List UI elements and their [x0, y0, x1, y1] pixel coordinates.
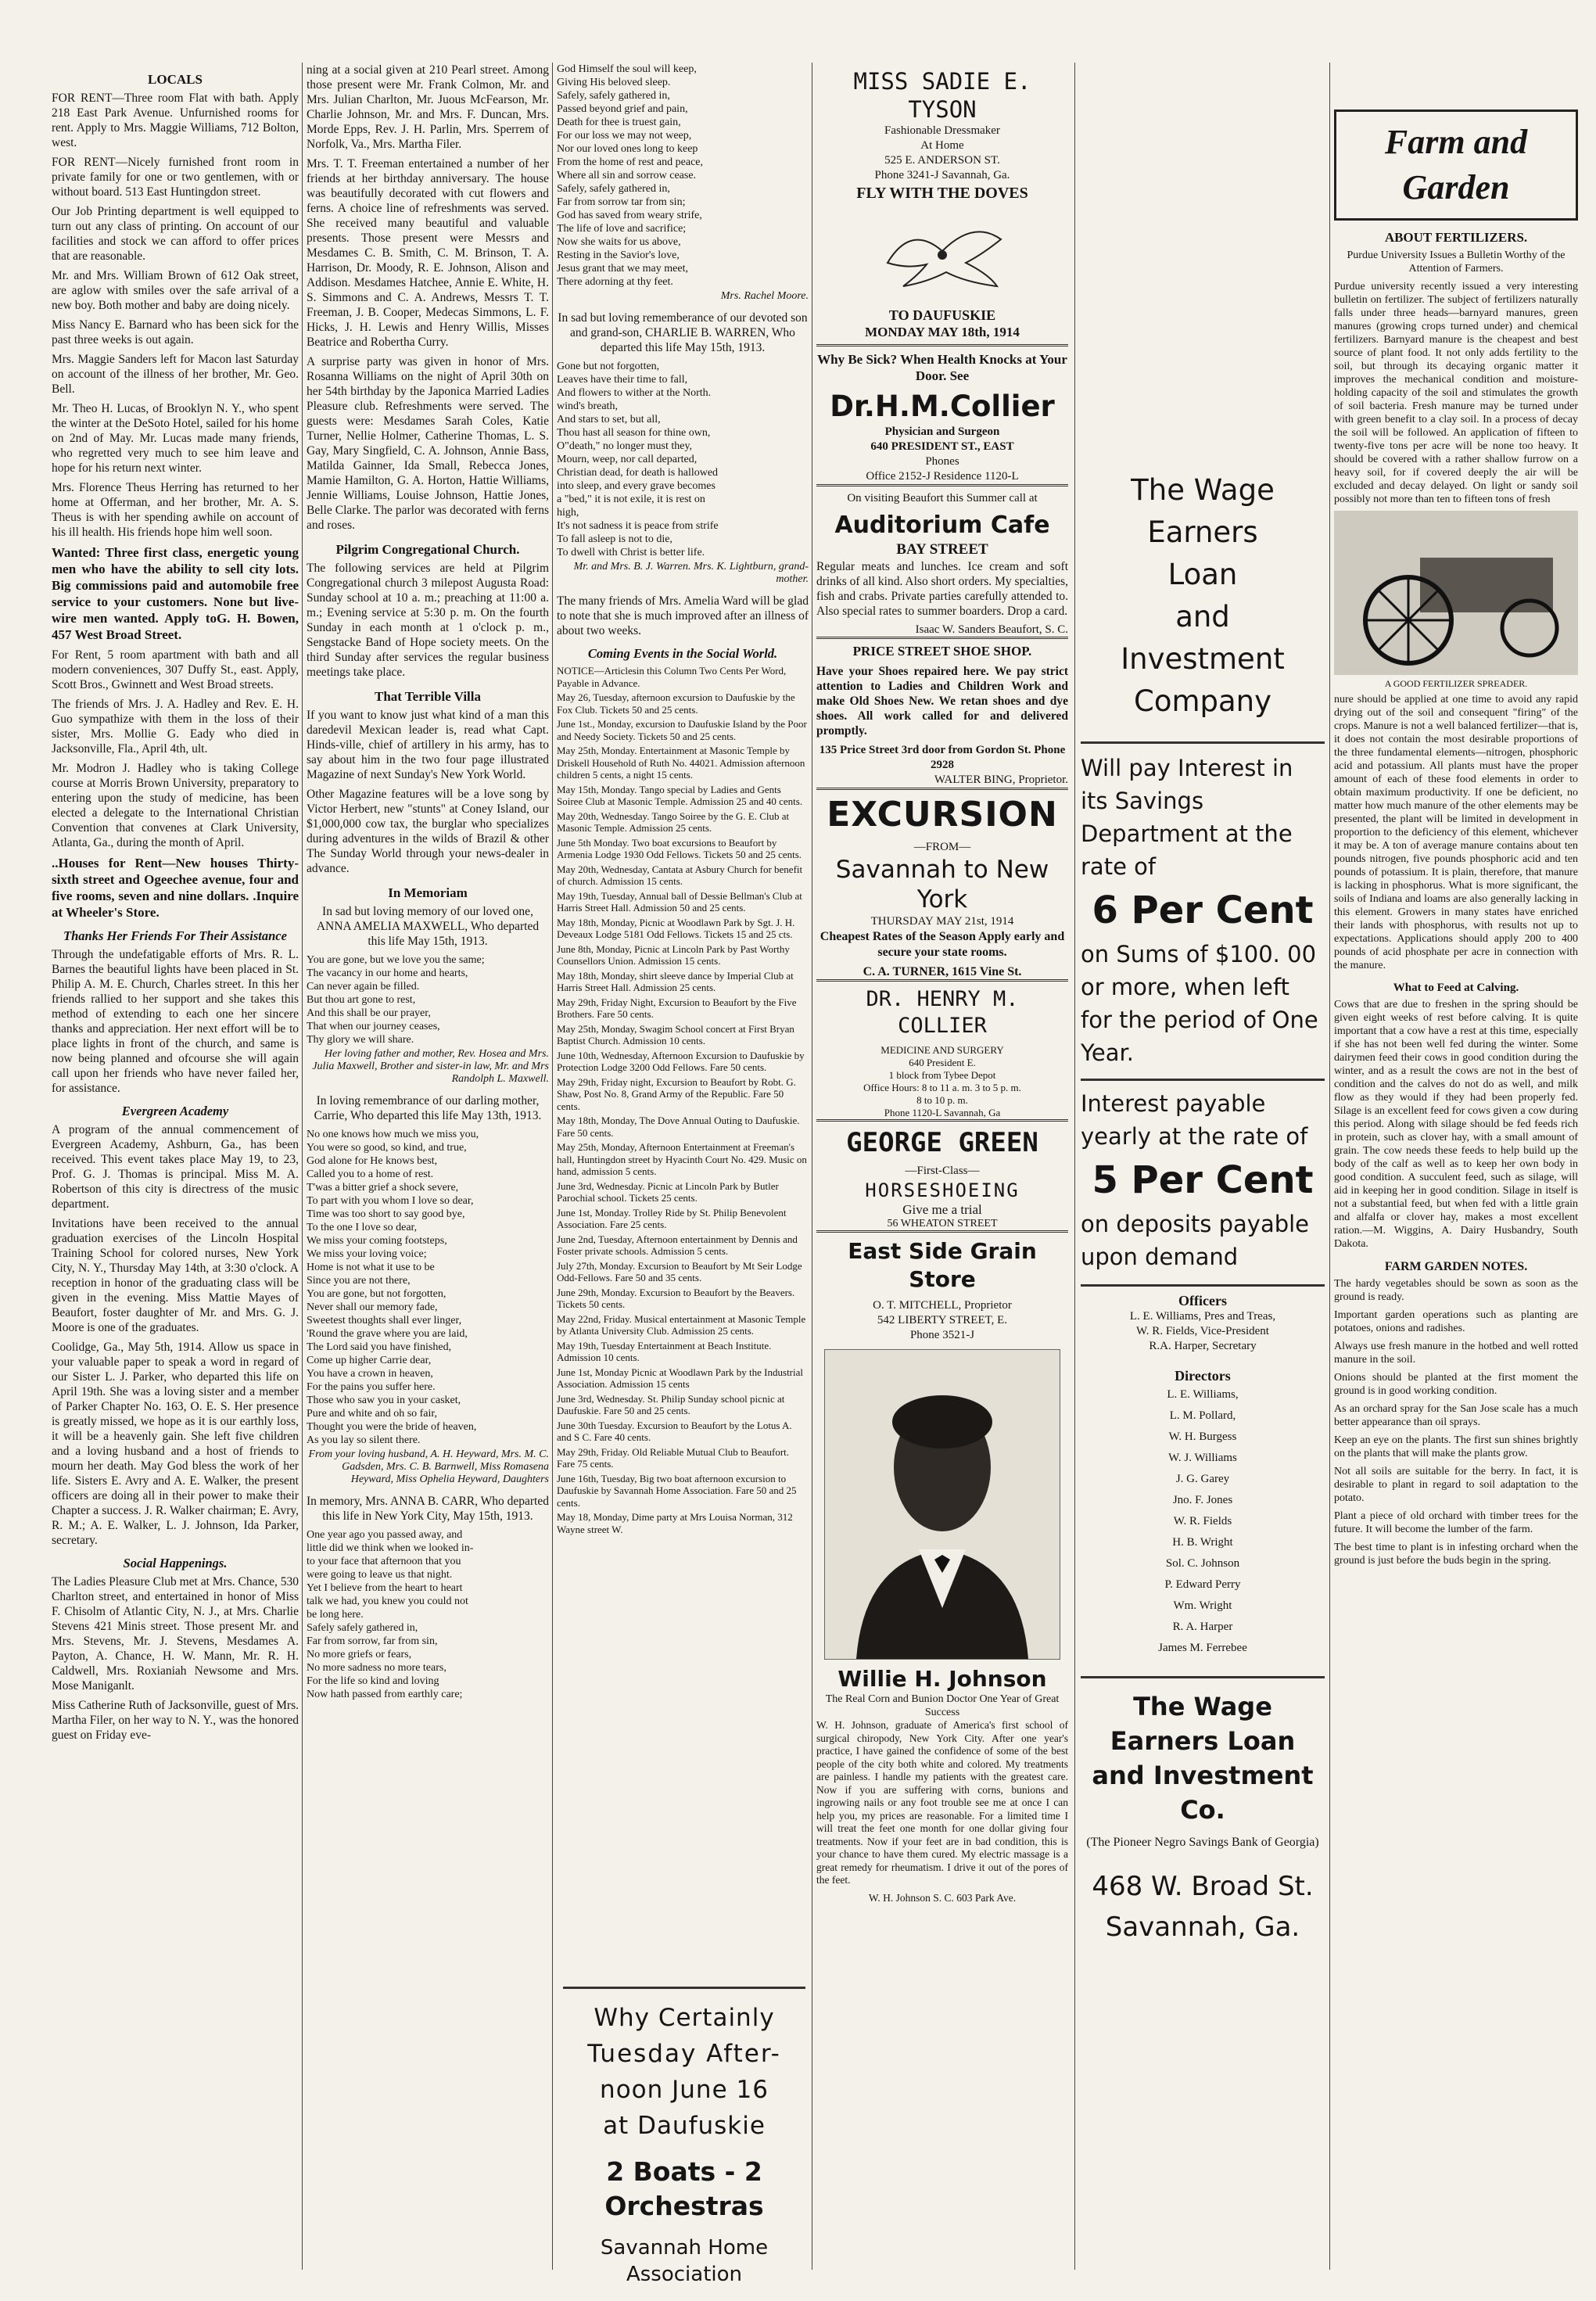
poem-line: Thy glory we will share. — [307, 1034, 414, 1046]
portrait-photo — [824, 1349, 1060, 1660]
event-item: May 19th, Tuesday, Annual ball of Dessie Bellman's Club at Harris Street Hall. Admission 50 and 25 cents. — [557, 889, 802, 914]
column-rule — [1074, 63, 1075, 2270]
excursion-from: —FROM— — [913, 841, 971, 853]
calving-text: Cows that are due to freshen in the spring should be given eight weeks of rest before calving. It is quite important that a cow have a rest at this time, especially if she has not been well fed during the winter. Some dairymen feed their cows in good condition during the winter, and as a result the cows are not in the best of condition and the calves do not do as well, and milk flow as they would if they had been properly fed. Silage is an excellent feed for cows given a cow during this period. Along with silage should be fed feeds rich in protein, such as clover hay, with a small amount of grain. The cow needs these feeds to help build up the body of the calf as well as to keep her own body in good condition. A succulent feed, such as silage, will aid in keeping her in good condition. Silage in itself is not a substantial feed, but when fed with a little grain and alfalfa or clover hay, makes a most excellent ration.—M. Wiggins, A. Dairy Husbandry, South Dakota. — [1334, 999, 1578, 1250]
poem-line: No more sadness no more tears, — [307, 1662, 447, 1674]
catherine-text: Miss Catherine Ruth of Jacksonville, guest of Mrs. Martha Filer, on her way to N. Y., was the honored guest on Friday eve- — [52, 1699, 299, 1742]
poem-line: Nor our loved ones long to keep — [557, 143, 698, 155]
collier-line: Office 2152-J Residence 1120-L — [866, 470, 1019, 483]
willie-subtitle: The Real Corn and Bunion Doctor One Year of Great Success — [825, 1693, 1060, 1718]
poem-line: Sweetest thoughts shall ever linger, — [307, 1315, 462, 1326]
local-item: Mrs. Maggie Sanders left for Macon last Saturday on account of the illness of her brother, Mr. Geo. Bell. — [52, 353, 299, 396]
poem-line: To the one I love so dear, — [307, 1222, 418, 1233]
director: Jno. F. Jones — [1172, 1494, 1233, 1506]
bay-street: BAY STREET — [896, 541, 988, 558]
event-item: July 27th, Monday. Excursion to Beaufort by Mt Seir Lodge Odd-Fellows. Fare 50 and 35 cents. — [557, 1259, 802, 1283]
health-slogan: Why Be Sick? When Health Knocks at Your Door. See — [816, 344, 1068, 389]
george-green-name: GEORGE GREEN — [816, 1119, 1068, 1164]
event-item: May 20th, Wednesday, Cantata at Asbury Church for benefit of church. Admission 15 cents. — [557, 863, 803, 887]
farm-note: Plant a piece of old orchard with timber trees for the future. It will become the lumber of the farm. — [1334, 1510, 1578, 1535]
memoriam-poem — [307, 953, 549, 1046]
director: J. G. Garey — [1175, 1473, 1230, 1485]
event-item: May 18th, Monday, shirt sleeve dance by Imperial Club at Harris Street Hall. Admission 25 cents. — [557, 969, 794, 993]
poem-line: Home is not what it use to be — [307, 1262, 435, 1273]
wheaton-address: 56 WHEATON STREET — [887, 1218, 998, 1229]
event-item: May 18th, Monday, The Dove Annual Outing to Daufuskie. Fare 50 cents. — [557, 1115, 800, 1139]
event-item: June 8th, Monday, Picnic at Lincoln Park by Past Worthy Counsellors Union. Admission 15 cents. — [557, 942, 790, 967]
illustration-caption: A GOOD FERTILIZER SPREADER. — [1384, 678, 1528, 689]
poem-line: As you lay so silent there. — [307, 1434, 421, 1446]
association-name: Savannah Home Association — [600, 2236, 769, 2286]
thanks-heading: Thanks Her Friends For Their Assistance — [63, 928, 287, 943]
local-item: FOR RENT—Nicely furnished front room in private family for one or two gentlemen, with or without board. 513 East Huntingdon street. — [52, 156, 299, 199]
five-per-cent: 5 Per Cent — [1092, 1158, 1314, 1202]
poem-line: No more griefs or fears, — [307, 1649, 412, 1660]
trial-text: Give me a trial — [902, 1202, 982, 1217]
poem-line: 'Round the grave where you are laid, — [307, 1328, 468, 1340]
poem-line: Christian dead, for death is hallowed — [557, 467, 719, 479]
poem-line: We miss your coming footsteps, — [307, 1235, 447, 1247]
director: W. J. Williams — [1168, 1452, 1237, 1464]
excursion-heading: EXCURSION — [816, 788, 1068, 840]
event-item: June 2nd, Tuesday, Afternoon entertainment by Dennis and Foster private schools. Admission 5 cents. — [557, 1233, 798, 1257]
poem-line: Gone but not forgotten, — [557, 361, 660, 372]
poem-line: Time was too short to say good bye, — [307, 1208, 465, 1220]
bank-address: 468 W. Broad St. — [1092, 1871, 1314, 1902]
poem-line: It's not sadness it is peace from strife — [557, 520, 719, 532]
portrait-illustration — [825, 1350, 1060, 1659]
local-item: The friends of Mrs. J. A. Hadley and Rev. E. H. Guo sympathize with them in the loss of their sister, Mrs. Mollie G. Eady who died in Jacksonville, Fla., April 4th, ult. — [52, 698, 299, 756]
poem-line: For the pains you suffer here. — [307, 1381, 436, 1393]
farm-note: As an orchard spray for the San Jose scale has a much better appearance than oil sprays. — [1334, 1403, 1578, 1428]
poem-signature: Mrs. Rachel Moore. — [720, 290, 809, 302]
grain-store-title: East Side Grain Store — [816, 1230, 1068, 1298]
poem-line: Since you are not there, — [307, 1275, 411, 1287]
poem-line: We miss your loving voice; — [307, 1248, 427, 1260]
willie-name: Willie H. Johnson — [837, 1666, 1047, 1692]
column-rule — [1329, 63, 1330, 2270]
event-item: May 20th, Wednesday. Tango Soiree by the G. E. Club at Masonic Temple. Admission 25 cents. — [557, 809, 790, 834]
event-item: June 10th, Wednesday, Afternoon Excursion to Daufuskie by Protection Lodge 3200 Odd Fellows. Fare 50 cents. — [557, 1049, 805, 1073]
shoe-proprietor: WALTER BING, Proprietor. — [934, 774, 1068, 786]
memoriam-intro: In loving remembrance of our darling mother, Carrie, Who departed this life May 13th, 1913. — [314, 1094, 542, 1122]
event-item: May 29th, Friday Night, Excursion to Beaufort by the Five Brothers. Fare 50 cents. — [557, 996, 797, 1020]
poem-line: Safely, safely gathered in, — [557, 183, 670, 195]
poem-line: Now hath passed from earthly care; — [307, 1689, 463, 1700]
poem-line: To dwell with Christ is better life. — [557, 547, 705, 558]
event-item: May 19th, Tuesday Entertainment at Beach Institute. Admission 10 cents. — [557, 1339, 772, 1363]
event-item: June 3rd, Wednesday. St. Philip Sunday school picnic at Daufuskie. Fare 50 and 25 cents. — [557, 1392, 785, 1416]
poem-line: to your face that afternoon that you — [307, 1556, 461, 1567]
event-item: June 30th Tuesday. Excursion to Beaufort by the Lotus A. and S C. Fare 40 cents. — [557, 1419, 792, 1443]
director: Wm. Wright — [1173, 1599, 1232, 1612]
column-bank — [1081, 63, 1325, 1947]
poem-line: You have a crown in heaven, — [307, 1368, 433, 1380]
event-item: May 15th, Monday. Tango special by Ladies and Gents Soiree Club at Masonic Temple. Admission 25 and 40 cents. — [557, 783, 803, 807]
poem-line: Yet I believe from the heart to heart — [307, 1582, 463, 1594]
poem-line: Thought you were the bride of heaven, — [307, 1421, 477, 1433]
event-item: May 29th, Friday night, Excursion to Beaufort by Robt. G. Shaw, Post No. 8, Grand Army of the Republic. Fare 50 cents. — [557, 1075, 796, 1112]
poem-line: wind's breath, — [557, 400, 618, 412]
poem-line: Jesus grant that we may meet, — [557, 263, 688, 275]
event-item: May 18, Monday, Dime party at Mrs Louisa Norman, 312 Wayne street W. — [557, 1511, 793, 1535]
farm-note: The hardy vegetables should be sown as soon as the ground is ready. — [1334, 1278, 1578, 1303]
director: R. A. Harper — [1172, 1621, 1233, 1633]
memoriam-heading: In Memoriam — [388, 885, 468, 900]
poem-line: Safely, safely gathered in, — [557, 90, 670, 102]
poem-line: God Himself the soul will keep, — [557, 63, 697, 75]
poem-line: Safely safely gathered in, — [307, 1622, 418, 1634]
event-item: May 26, Tuesday, afternoon excursion to Daufuskie by the Fox Club. Tickets 50 and 25 cents. — [557, 691, 795, 716]
column-social — [307, 63, 549, 1701]
local-item: Our Job Printing department is well equipped to turn out any class of printing. On account of our facilities and stock we can afford to offer prices that are reasonable. — [52, 205, 299, 263]
poem-line: Resting in the Savior's love, — [557, 249, 680, 261]
title-line: Loan — [1167, 558, 1238, 591]
event-item: June 3rd, Wednesday. Picnic at Lincoln Park by Butler Parochial school. Tickets 25 cents. — [557, 1179, 779, 1204]
events-notice: NOTICE—Articlesin this Column Two Cents Per Word, Payable in Advance. — [557, 665, 787, 689]
poem-line: Come up higher Carrie dear, — [307, 1355, 432, 1366]
poem-line: high, — [557, 507, 579, 519]
daufuskie-excursion-ad — [563, 1987, 805, 2296]
director: W. H. Burgess — [1168, 1430, 1237, 1443]
farm-note: Important garden operations such as planting are potatoes, onions and radishes. — [1334, 1309, 1578, 1334]
farm-note: Onions should be planted at the first moment the ground is in good working condition. — [1334, 1372, 1578, 1397]
local-item: Mr. and Mrs. William Brown of 612 Oak street, are aglow with smiles over the safe arrival of a new boy. Both mother and baby are doing nicely. — [52, 269, 299, 312]
director: Sol. C. Johnson — [1165, 1557, 1240, 1570]
auditorium-text: Regular meats and lunches. Ice cream and soft drinks of all kind. Also short orders. My specialties, fish and crabs. Private parties carefully attended to. Also special rates to summer boarders. Drop a card. — [816, 560, 1068, 618]
poem-line: And flowers to wither at the North. — [557, 387, 712, 399]
wanted-ad: Wanted: Three first class, energetic young men who have the ability to sell city lots. Big commissions paid and automobile free service to your customers. None but live-wire men wanted. Apply toG. H. Bowen, 457 West Broad Street. — [52, 545, 299, 642]
grain-line: Phone 3521-J — [909, 1329, 975, 1341]
warren-signature: Mr. and Mrs. B. J. Warren. Mrs. K. Lightburn, grand-mother. — [573, 561, 809, 585]
collier-line: Physician and Surgeon — [884, 425, 1000, 438]
director: P. Edward Perry — [1164, 1578, 1241, 1591]
freeman-text: Mrs. T. T. Freeman entertained a number of her friends at her birthday anniversary. The house was beautifully decorated with cut flowers and ferns. A choice line of refreshments was served. She received many beautiful and valuable presents. Those present were Messrs and Mesdames C. B. Smith, C. M. Brinson, T. A. Harrison, Dr. Moody, R. E. Johnson, Alison and Addison. Mesdames Hatchee, Annie E. White, H. S. Simmons and C. A. Andrews, Messrs T. T. Freeman, J. B. Cooper, Medecas Simmons, L. F. Hicks, J. H. Lewis and Henry Willis, Misses Beatrice and Robertha Curry. — [307, 157, 549, 349]
poem-line: And stars to set, but all, — [557, 414, 661, 425]
collier2-line: 1 block from Tybee Depot — [888, 1069, 996, 1081]
invitations-text: Invitations have been received to the annual graduation exercises of the Lincoln Hospital Training School for colored nurses, New York City, N. Y., Thursday May 14th, at 3:30 o'clock. A reception in honor of the graduating class will be given in the evening. Miss Mattie Mayes of Beaufort, foster daughter of Mr. and Mrs. G. J. Moore is one of the graduates. — [52, 1217, 299, 1334]
evergreen-text: A program of the annual commencement of Evergreen Academy, Ashburn, Ga., has been received. This event takes place May 19, to 23, Prof. G. J. Thomas is principal. Miss M. A. Robertson of this city is directress of the music department. — [52, 1123, 299, 1211]
horseshoeing: HORSESHOEING — [865, 1179, 1020, 1201]
memoriam-intro: In memory, Mrs. ANNA B. CARR, Who departed this life in New York City, May 15th, 1913. — [307, 1495, 549, 1523]
column-ads — [816, 63, 1068, 1904]
collier2-line: Phone 1120-L Savannah, Ga — [884, 1107, 1001, 1118]
local-item: Mr. Modron J. Hadley who is taking College course at Morris Brown University, preparatory to entering upon the study of medicine, has been elected a delegate to the International Christian Convention that convenes at Clark University, Atlanta, Ga., during the month of April. — [52, 762, 299, 849]
interest-payable: Interest payable yearly at the rate of — [1081, 1079, 1325, 1153]
tyson-line: Fashionable Dressmaker — [884, 124, 1000, 137]
poem-line: To fall asleep is not to die, — [557, 533, 672, 545]
warren-poem — [557, 360, 809, 559]
doves-slogan: FLY WITH THE DOVES — [856, 185, 1028, 202]
poem-line: For our loss we may not weep, — [557, 130, 692, 142]
tyson-name: MISS SADIE E. TYSON — [853, 68, 1031, 123]
memoriam-poem — [307, 1128, 549, 1447]
poem-line: Giving His beloved sleep. — [557, 77, 671, 88]
memoriam-signature: From your loving husband, A. H. Heyward, Mrs. M. C. Gadsden, Mrs. C. B. Barnwell, Miss Romasena Heyward, Miss Ophelia Heyward, Daughters — [308, 1448, 549, 1485]
social-text: The Ladies Pleasure Club met at Mrs. Chance, 530 Charlton street, and entertained in honor of Miss F. Chisolm of Atlantic City, N. J., at Mrs. Charlie Stevens 421 Minis street. Those present Mr. and Mrs. Stevens, Mr. J. Stevens, Mesdames A. Payton, A. Chance, H. W. Mann, Mr. R. H. Caldwell, Mrs. Roxianiah Newsome and Mrs. Mose Maniganlt. — [52, 1575, 299, 1693]
poem-line: Leaves have their time to fall, — [557, 374, 688, 386]
events-heading: Coming Events in the Social World. — [587, 646, 778, 661]
villa-heading: That Terrible Villa — [374, 689, 482, 704]
poem-line: God alone for He knows best, — [307, 1155, 438, 1167]
poem-line: To part with you whom I love so dear, — [307, 1195, 474, 1207]
collier2-line: Office Hours: 8 to 11 a. m. 3 to 5 p. m. — [863, 1082, 1021, 1093]
deposits-text: on deposits payable upon demand — [1081, 1211, 1310, 1270]
poem-line: Thou hast all season for thine own, — [557, 427, 711, 439]
director: L. M. Pollard, — [1169, 1409, 1236, 1422]
fertilizer-text: Purdue university recently issued a very interesting bulletin on fertilizer. The subject of fertilizers naturally falls under three heads—barnyard manures, green manures (growing crops turned under) and chemical fertilizers. Barnyard manure is the cheapest and best source of plant food. It not only adds fertility to the soil, but through its decaying organic matter it improves the mechanical condition and moisture-holding capacity of the soil and stimulates the growth of soil bacteria. Fresh manure may be turned under with green benefit to a clay soil. In a process of decay the soil will be followed. An application of fifteen to twenty-five tons per acre will be none too heavy. It should be covered with a rather shallow furrow on a heavy soil, for if covered deeply the air will be excluded and decay delayed. On light or sandy soil possibly not more than ten to fifteen tons of fresh — [1334, 281, 1578, 505]
houses-ad: ..Houses for Rent—New houses Thirty-sixth street and Ogeechee avenue, four and five rooms, seven and nine dollars. .Inquire at Wheeler's Store. — [52, 856, 299, 920]
poem-line: Pure and white and oh so fair, — [307, 1408, 438, 1420]
social-cont: ning at a social given at 210 Pearl street. Among those present were Mr. Frank Colmon, Mr. and Mrs. Julian Charlton, Mr. Juous McFearson, Mr. Charlie Johnson, Mr. and Mrs. F. Duncan, Mrs. Morde Epps, Rev. J. H. Parlin, Mrs. Sperrem of Norfolk, Va., Mrs. Martha Filer. — [307, 63, 549, 151]
local-item: FOR RENT—Three room Flat with bath. Apply 218 East Park Avenue. Unfurnished rooms for rent. Apply to Mrs. Maggie Williams, 712 Bolton, west. — [52, 92, 299, 149]
poem-line: Called you to a home of rest. — [307, 1168, 434, 1180]
event-item: May 25th, Monday. Entertainment at Masonic Temple by Driskell Household of Ruth No. 44021. Admission afternoon children 5 cents, a night 15 cents. — [557, 745, 805, 781]
title-line: Investment — [1121, 642, 1285, 676]
spreader-illustration — [1334, 511, 1578, 675]
poem-line: be long here. — [307, 1609, 364, 1621]
willie-text: W. H. Johnson, graduate of America's first school of surgical chiropody, New York City. After one year's practice, I have gained the confidence of some of the best people of the city both white and colored. My treatments are painless. I handle my patients with the greatest care. Now if you are suffering with corns, bunions and ingrowing nails or any foot trouble see me at once I can help you, my prices are reasonable. For a limited time I will treat the feet one month for one dollar giving four treatments. Now if your feet are in bad condition, this is your chance to have them cured. My electric massage is a great remedy for rheumatism. I drive it out of the pores of the feet. — [816, 1719, 1068, 1886]
event-item: May 29th, Friday. Old Reliable Mutual Club to Beaufort. Fare 75 cents. — [557, 1445, 790, 1470]
poem-line: And this shall be our prayer, — [307, 1007, 431, 1019]
memoriam-poem — [557, 63, 809, 289]
column-events — [557, 63, 809, 1538]
title-line: and — [1175, 600, 1230, 634]
ad-line: noon June 16 — [600, 2076, 769, 2104]
villa-text-2: Other Magazine features will be a love song by Victor Herbert, new "stunts" at Coney Island, our $1,000,000 cow tax, the burglar who specializes during adventures in the wilds of Brazil & other The Sunday World through your news-dealer in advance. — [307, 788, 549, 875]
fertilizer-heading: ABOUT FERTILIZERS. — [1384, 230, 1528, 245]
column-locals — [52, 63, 299, 1747]
poem-line: talk we had, you knew you could not — [307, 1596, 468, 1607]
poem-line: God has saved from weary strife, — [557, 210, 702, 221]
social-heading: Social Happenings. — [123, 1556, 228, 1570]
interest-text: Will pay Interest in its Savings Department at the rate of — [1081, 741, 1325, 883]
poem-line: a "bed," it is not exile, it is rest on — [557, 494, 705, 505]
poem-line: You are gone, but we love you the same; — [307, 954, 485, 966]
auditorium-signature: Isaac W. Sanders Beaufort, S. C. — [915, 623, 1068, 636]
warren-intro: In sad but loving rememberance of our devoted son and grand-son, CHARLIE B. WARREN, Who departed this life May 15th, 1913. — [558, 311, 808, 354]
tyson-line: At Home — [920, 139, 964, 152]
director: H. B. Wright — [1172, 1536, 1233, 1549]
event-item: June 5th Monday. Two boat excursions to Beaufort by Armenia Lodge 1930 Odd Fellows. Tickets 50 and 25 cents. — [557, 836, 802, 860]
officers-heading: Officers — [1081, 1284, 1325, 1309]
wage-earners-title — [1081, 469, 1325, 723]
poem-line: There adorning at thy feet. — [557, 276, 673, 288]
fertilizer-subhead: Purdue University Issues a Bulletin Worthy of the Attention of Farmers. — [1347, 249, 1566, 275]
poem-line: One year ago you passed away, and — [307, 1529, 463, 1541]
pioneer-text: (The Pioneer Negro Savings Bank of Georgia) — [1086, 1836, 1319, 1849]
column-rule — [302, 63, 303, 2270]
events-list — [557, 665, 809, 1535]
title-line: Earners — [1147, 515, 1258, 549]
ad-line: Tuesday After- — [587, 2040, 781, 2068]
ny-date: THURSDAY MAY 21st, 1914 — [870, 915, 1014, 928]
grain-line: O. T. MITCHELL, Proprietor — [873, 1299, 1012, 1312]
poem-line: Where all sin and sorrow cease. — [557, 170, 697, 181]
event-item: June 1st, Monday. Trolley Ride by St. Philip Benevolent Association. Fare 25 cents. — [557, 1206, 787, 1230]
director: L. E. Williams, — [1167, 1388, 1239, 1401]
shoe-heading: PRICE STREET SHOE SHOP. — [816, 637, 1068, 664]
farm-garden-title: Farm and Garden — [1384, 123, 1528, 206]
poem-line: Can never again be filled. — [307, 981, 420, 993]
local-item: Mr. Theo H. Lucas, of Brooklyn N. Y., who spent the winter at the DeSoto Hotel, sailed for his home on 2nd of May. Mr. Lucas made many friends, who regretted very much to see him leave and hope for his return next winter. — [52, 402, 299, 475]
collier2-line: MEDICINE AND SURGERY — [880, 1044, 1004, 1056]
poem-line: were going to leave us that night. — [307, 1569, 453, 1581]
beaufort-note: On visiting Beaufort this Summer call at — [816, 484, 1068, 511]
tyson-line: 525 E. ANDERSON ST. — [884, 154, 1000, 167]
thanks-text: Through the undefatigable efforts of Mrs. R. L. Barnes the beautiful lights have been placed in St. Philip A. M. E. Church, Charles street. In this her friends rallied to her support and she takes this method of extending to each one her sincere thanks and appreciation. Her next effort will be to place lights in front of the church, and same is now being planned and ofcourse she will again call upon her friends who have never failed her, for assistance. — [52, 948, 299, 1095]
local-item: Mrs. Florence Theus Herring has returned to her home at Offerman, and her brother, Mr. A. S. Theus is with her spending awhile on account of his ill health. His friends hope him well soon. — [52, 481, 299, 539]
poem-line: Passed beyond grief and pain, — [557, 103, 688, 115]
collier2-line: 640 President E. — [909, 1057, 976, 1068]
event-item: May 25th, Monday, Afternoon Entertainment at Freeman's hall, Huntingdon street by Hyacinth Court No. 429. Music on hand, admission 5 cents. — [557, 1141, 807, 1177]
event-item: May 25th, Monday, Swagim School concert at First Bryan Baptist Church. Admission 10 cents. — [557, 1022, 794, 1046]
collier2-name: DR. HENRY M. COLLIER — [816, 979, 1068, 1044]
poem-line: T'was a bitter grief a shock severe, — [307, 1182, 459, 1194]
event-item: June 29th, Monday. Excursion to Beaufort by the Beavers. Tickets 50 cents. — [557, 1286, 795, 1310]
poem-line: into sleep, and every grave becomes — [557, 480, 716, 492]
villa-text: If you want to know just what kind of a man this daredevil Mexican leader is, read what Capt. Hinds-ville, chief of artillery in his army, has to say about him in the two four page illustrated Magazine of next Sunday's New York World. — [307, 709, 549, 781]
memoriam-intro: In sad but loving memory of our loved one, ANNA AMELIA MAXWELL, Who departed this life May 15th, 1913. — [316, 905, 540, 948]
tyson-line: Phone 3241-J Savannah, Ga. — [874, 169, 1010, 181]
title-line: Company — [1133, 684, 1272, 718]
shoe-address: 135 Price Street 3rd door from Gordon St. Phone 2928 — [819, 744, 1066, 771]
poem-line: But thou art gone to rest, — [307, 994, 416, 1006]
memoriam-poem — [307, 1528, 549, 1701]
ward-text: The many friends of Mrs. Amelia Ward will be glad to note that she is much improved after an illness of about two weeks. — [557, 594, 809, 637]
ad-line: at Daufuskie — [603, 2112, 766, 2140]
event-item: June 1st., Monday, excursion to Daufuskie Island by the Poor and Needy Society. Tickets 50 and 25 cents. — [557, 718, 807, 742]
evergreen-heading: Evergreen Academy — [121, 1104, 229, 1118]
poem-line: Those who saw you in your casket, — [307, 1395, 461, 1406]
surprise-text: A surprise party was given in honor of Mrs. Rosanna Williams on the night of April 30th on her 54th birthday by the Japonica Married Ladies Pleasure club. Refreshments were served. The guests were: Mesdames Sarah Coles, Katie Turner, Nellie Holmer, Catherine Thomas, L. S. Gay, Mary Singfield, C. A. Johnson, Annie Bass, Matilda Gainner, Ida Small, Rebecca Jones, Mamie Hamilton, G. A. Horton, Hattie Williams, Jennie Williams, Louise Johnson, Hattie Jones, Belle Clarke. The parlor was decorated with ferns and roses. — [307, 355, 549, 532]
director: W. R. Fields — [1173, 1515, 1232, 1527]
shoe-text: Have your Shoes repaired here. We pay strict attention to Ladies and Children Work and make Old Shoes New. We retan shoes and dye shoes. All work called for and delivered promptly. — [816, 665, 1068, 738]
poem-line: The life of love and sacrifice; — [557, 223, 687, 235]
poem-line: For the life so kind and loving — [307, 1675, 439, 1687]
farm-note: Not all soils are suitable for the berry. In fact, it is desirable to plant in regard to soil adaptation to the potato. — [1334, 1466, 1578, 1504]
bank-city: Savannah, Ga. — [1105, 1912, 1300, 1943]
officer: L. E. Williams, Pres and Treas, — [1129, 1310, 1276, 1323]
pilgrim-heading: Pilgrim Congregational Church. — [335, 542, 520, 557]
first-class: —First-Class— — [905, 1165, 980, 1177]
poem-line: The vacancy in our home and hearts, — [307, 967, 468, 979]
farm-notes-heading: FARM GARDEN NOTES. — [1384, 1260, 1528, 1273]
willie-signature: W. H. Johnson S. C. 603 Park Ave. — [868, 1891, 1017, 1904]
event-item: June 1st, Monday Picnic at Woodlawn Park by the Industrial Association. Admission 15 cents — [557, 1366, 804, 1390]
event-item: May 18th, Monday, Picnic at Woodlawn Park by Sgt. J. H. Deveaux Lodge 5181 Odd Fellows. Tickets 15 and 25 cts. — [557, 916, 795, 940]
fertilizer-text-2: nure should be applied at one time to avoid any rapid drying out of the soil and consequent "firing" of the crops. Manure is not a well balanced fertilizer—that is, it does not contain the most desirable proportions of the three fundamental elements—nitrogen, phosphoric acid and potassium. All plants must have the proper amount of each of these food elements in order to obtain maximum productivity. If one be deficient, no matter how much manure of the other elements may be presented, the plant will be limited in development in proportion to the deficiency of this element, whichever it may be. A ton of average manure contains about ten pounds nitrogen, five pounds phosphoric acid and ten pounds of potassium. It is plain, therefore, that manure is lacking in phosphorus. What is more significant, the soils of Indiana and loams are also generally lacking in this element. Growers in many states have enriched their lands with phosphorus, with results not up to expectations. Applications should apply 200 to 400 pounds of acid phosphate per acre in connection with the manure. — [1334, 694, 1578, 971]
boats-orchestras: 2 Boats - 2 Orchestras — [604, 2156, 764, 2221]
collier-line: 640 PRESIDENT ST., EAST — [870, 440, 1014, 453]
farm-note: Keep an eye on the plants. The first sun shines brightly on the plants that will make the plants grow. — [1334, 1434, 1578, 1459]
poem-line: Death for thee is truest gain, — [557, 117, 681, 128]
local-item: Miss Nancy E. Barnard who has been sick for the past three weeks is out again. — [52, 318, 299, 346]
poem-line: Never shall our memory fade, — [307, 1301, 438, 1313]
ny-agent: C. A. TURNER, 1615 Vine St. — [863, 965, 1022, 978]
collier-name: Dr.H.M.Collier — [830, 389, 1055, 423]
farm-garden-masthead — [1334, 109, 1578, 221]
poem-line: little did we think when we looked in- — [307, 1542, 474, 1554]
daufuskie-date: MONDAY MAY 18th, 1914 — [865, 325, 1020, 339]
column-rule — [552, 63, 553, 2270]
officer: W. R. Fields, Vice-President — [1136, 1325, 1269, 1337]
six-per-cent: 6 Per Cent — [1092, 888, 1314, 932]
poem-line: You are gone, but not forgotten, — [307, 1288, 447, 1300]
ny-text: Cheapest Rates of the Season Apply early and secure your state rooms. — [820, 930, 1065, 959]
local-item: For Rent, 5 room apartment with bath and all modern conveniences, 307 Duffy St., east. Apply, Scott Bros., Gwinnett and West Broad streets. — [52, 648, 299, 691]
director: James M. Ferrebee — [1158, 1642, 1247, 1654]
coolidge-text: Coolidge, Ga., May 5th, 1914. Allow us space in your valuable paper to speak a word in regard of our Sister L. J. Parker, who departed this life on April 19th. She was a loving sister and a member of Parker Chapter No. 163, O. E. S. Her presence is greatly missed, we hope as it is our earthly loss, it will be a heavenly gain. She left five children and a loving husband and a host of friends to mourn her death. May God bless the work of her life. Sisters E. Avry and A. E. Walker, the present officers are doing all in their power to make their Chapter a success. J. R. Walker chairman; E. Avry, R. M.; A. E. Walker, L. J. Johnson, Ida Parker, secretary. — [52, 1341, 299, 1547]
event-item: May 22nd, Friday. Musical entertainment at Masonic Temple by Atlanta University Club. Admission 25 cents. — [557, 1312, 806, 1337]
poem-line: From the home of rest and peace, — [557, 156, 703, 168]
pilgrim-text: The following services are held at Pilgrim Congregational church 3 milepost Augusta Road: Sunday school at 10 a. m.; preaching at 11:00 a. m.; Evening service at 5:30 p. m. On the fourth Sunday in each month at 1 o'clock p. m., Sengstacke Band of Hope society meets. On the third Sunday after services the regular business meetings take place. — [307, 562, 549, 679]
directors-heading: Directors — [1175, 1368, 1231, 1384]
poem-line: The Lord said you have finished, — [307, 1341, 452, 1353]
dove-illustration — [864, 208, 1020, 302]
bottom-title: The Wage Earners Loan and Investment Co. — [1081, 1676, 1325, 1827]
daufuskie-heading: TO DAUFUSKIE — [888, 307, 996, 323]
savannah-ny: Savannah to New York — [835, 856, 1049, 914]
locals-heading: LOCALS — [148, 72, 203, 87]
collier2-line: 8 to 10 p. m. — [916, 1094, 968, 1106]
auditorium-name: Auditorium Cafe — [834, 512, 1050, 539]
column-farm — [1334, 63, 1578, 1572]
title-line: The Wage — [1131, 473, 1275, 507]
farm-note: The best time to plant is in infesting orchard when the ground is just before the buds begin in the spring. — [1334, 1542, 1578, 1567]
poem-line: Far from sorrow, far from sin, — [307, 1635, 438, 1647]
poem-line: That when our journey ceases, — [307, 1021, 440, 1032]
calving-heading: What to Feed at Calving. — [1393, 982, 1519, 994]
officer: R.A. Harper, Secretary — [1149, 1340, 1257, 1352]
poem-line: O"death," no longer must they, — [557, 440, 693, 452]
grain-line: 542 LIBERTY STREET, E. — [877, 1314, 1008, 1326]
memoriam-signature: Her loving father and mother, Rev. Hosea and Mrs. Julia Maxwell, Brother and sister-in law, Mr. and Mrs Randolph L. Maxwell. — [312, 1048, 549, 1085]
poem-line: You were so good, so kind, and true, — [307, 1142, 467, 1154]
collier-line: Phones — [925, 455, 959, 468]
sums-text: on Sums of $100. 00 or more, when left for the period of One Year. — [1081, 941, 1318, 1066]
poem-line: Mourn, weep, nor call departed, — [557, 454, 698, 465]
poem-line: Far from sorrow tar from sin; — [557, 196, 686, 208]
poem-line: Now she waits for us above, — [557, 236, 681, 248]
event-item: June 16th, Tuesday, Big two boat afternoon excursion to Daufuskie by Savannah Home Association. Fare 50 and 25 cents. — [557, 1472, 797, 1509]
farm-note: Always use fresh manure in the hotbed and well rotted manure in the soil. — [1334, 1341, 1578, 1366]
poem-line: No one knows how much we miss you, — [307, 1129, 479, 1140]
ad-line: Why Certainly — [594, 2004, 775, 2032]
